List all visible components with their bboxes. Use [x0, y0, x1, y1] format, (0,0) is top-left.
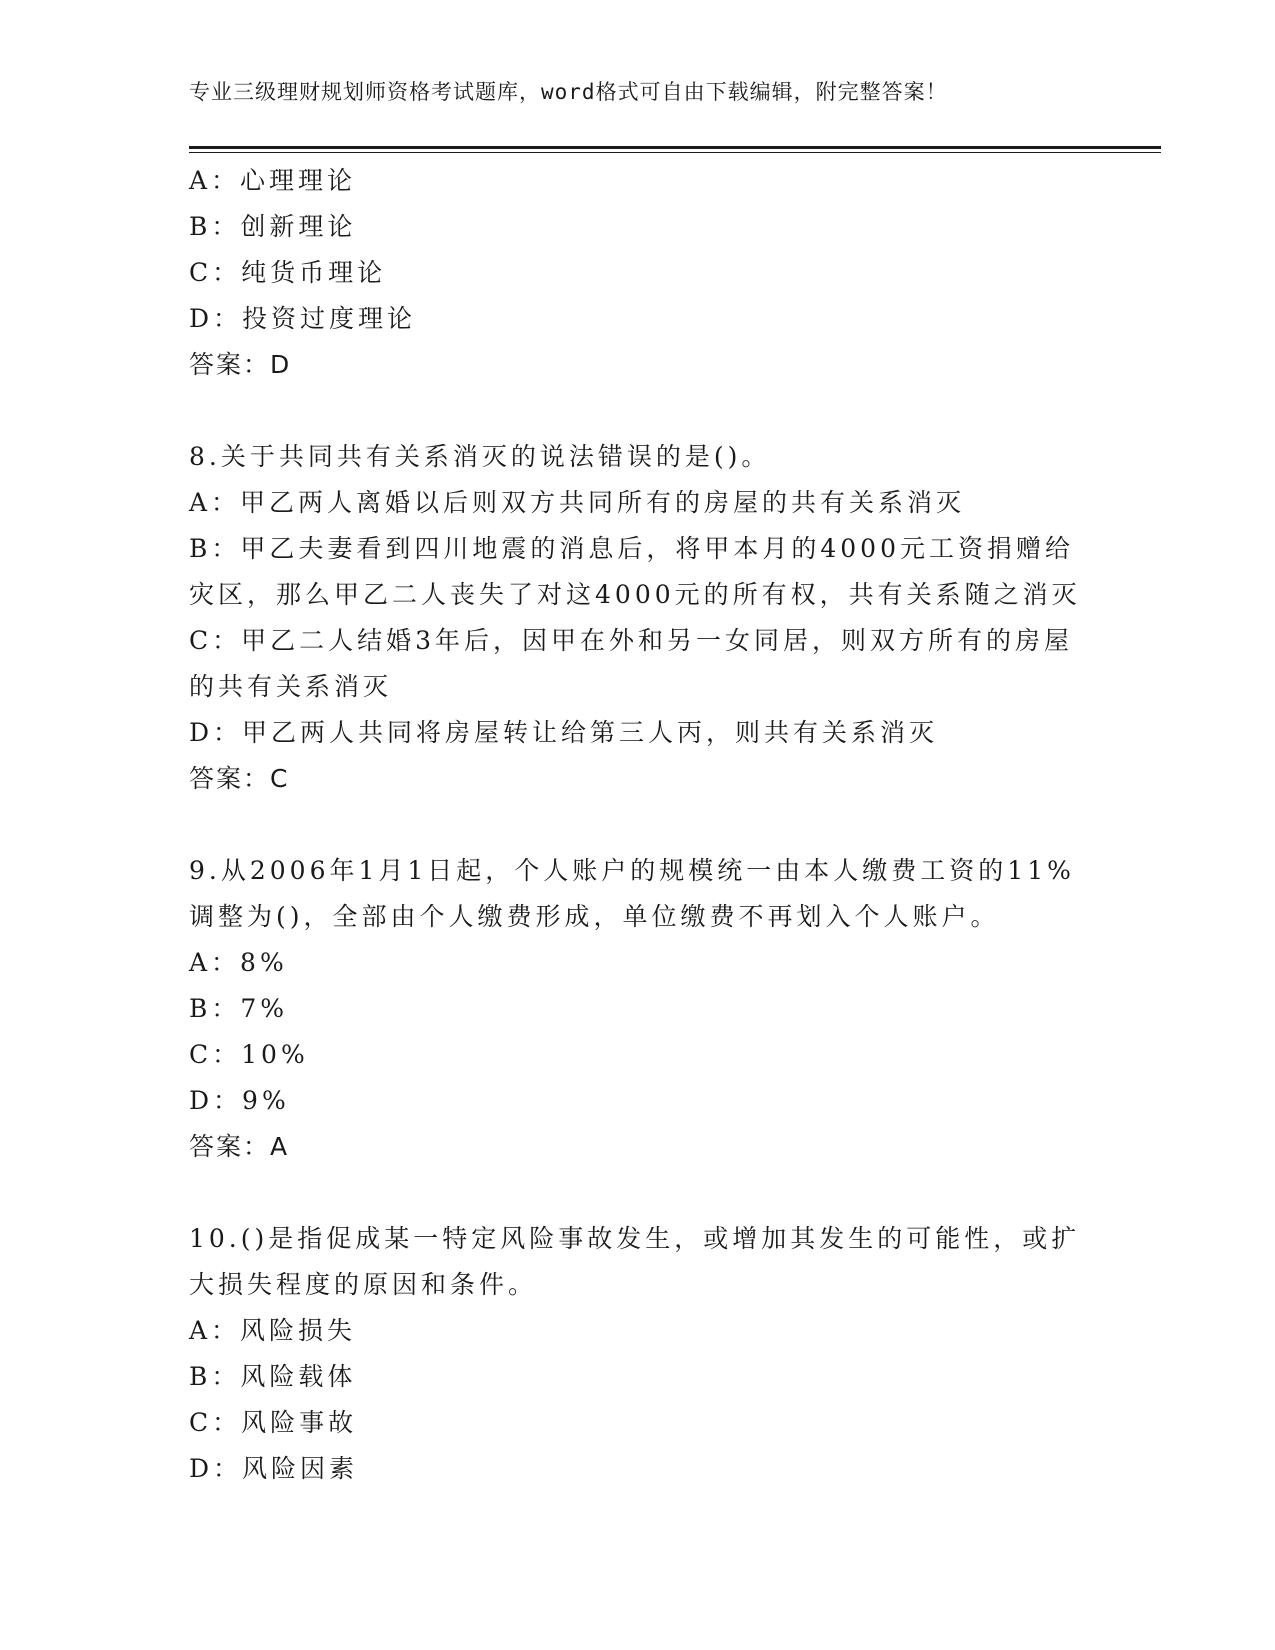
option-b: B：甲乙夫妻看到四川地震的消息后，将甲本月的4000元工资捐赠给	[189, 534, 1074, 563]
option-b-continued: 灾区，那么甲乙二人丧失了对这4000元的所有权，共有关系随之消灭	[189, 580, 1081, 609]
answer: 答案：A	[189, 1132, 290, 1161]
option-d: D：投资过度理论	[189, 304, 417, 333]
page-header: 专业三级理财规划师资格考试题库，word格式可自由下载编辑，附完整答案！	[189, 80, 948, 104]
question-7	[189, 158, 1089, 388]
option-a: A：甲乙两人离婚以后则双方共同所有的房屋的共有关系消灭	[189, 488, 966, 517]
option-d: D：风险因素	[189, 1454, 359, 1483]
option-c-continued: 的共有关系消灭	[189, 672, 393, 701]
option-b: B：7%	[189, 994, 289, 1023]
option-a: A：心理理论	[189, 166, 357, 195]
question-8	[189, 434, 1089, 802]
question-stem: 10.()是指促成某一特定风险事故发生，或增加其发生的可能性，或扩	[189, 1224, 1081, 1253]
option-d: D：甲乙两人共同将房屋转让给第三人丙，则共有关系消灭	[189, 718, 939, 747]
document-body	[189, 158, 1089, 1492]
answer: 答案：D	[189, 350, 292, 379]
question-stem-continued: 调整为()，全部由个人缴费形成，单位缴费不再划入个人账户。	[189, 902, 1000, 931]
spacer	[189, 1170, 1089, 1216]
question-9	[189, 848, 1089, 1170]
option-b: B：创新理论	[189, 212, 357, 241]
header-divider-thick	[189, 146, 1161, 149]
option-a: A：8%	[189, 948, 288, 977]
question-stem: 9.从2006年1月1日起，个人账户的规模统一由本人缴费工资的11%	[189, 856, 1075, 885]
option-c: C：10%	[189, 1040, 309, 1069]
option-d: D：9%	[189, 1086, 290, 1115]
option-c: C：风险事故	[189, 1408, 358, 1437]
header-divider-thin	[189, 152, 1161, 153]
answer: 答案：C	[189, 764, 290, 793]
question-stem-continued: 大损失程度的原因和条件。	[189, 1270, 538, 1299]
question-10	[189, 1216, 1089, 1492]
question-stem: 8.关于共同共有关系消灭的说法错误的是()。	[189, 442, 771, 471]
option-a: A：风险损失	[189, 1316, 357, 1345]
option-c: C：甲乙二人结婚3年后，因甲在外和另一女同居，则双方所有的房屋	[189, 626, 1074, 655]
spacer	[189, 388, 1089, 434]
option-b: B：风险载体	[189, 1362, 357, 1391]
spacer	[189, 802, 1089, 848]
option-c: C：纯货币理论	[189, 258, 387, 287]
